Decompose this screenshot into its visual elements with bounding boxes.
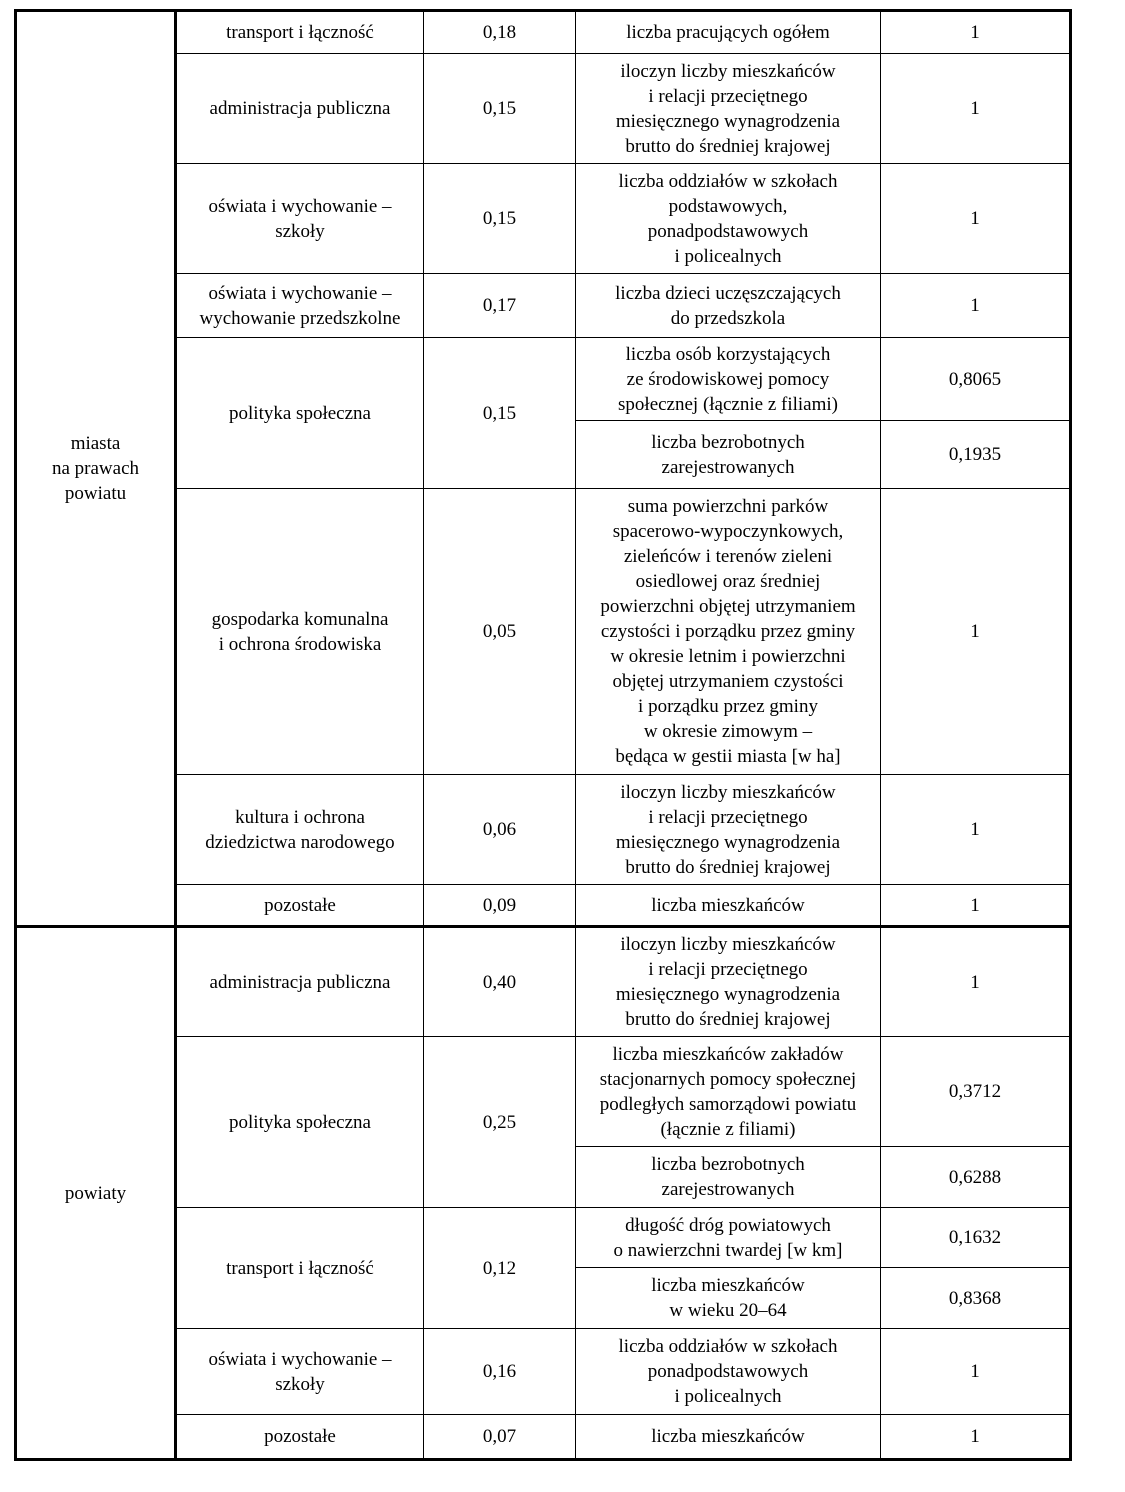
weights-table (14, 9, 1072, 1461)
value-cell: 1 (881, 885, 1071, 927)
value-cell: 1 (881, 274, 1071, 338)
area-cell: administracja publiczna (176, 927, 424, 1037)
value-cell: 1 (881, 775, 1071, 885)
value-cell: 0,8065 (881, 338, 1071, 421)
value-cell: 0,1935 (881, 421, 1071, 489)
table-row (16, 11, 1071, 54)
indicator-cell: liczba mieszkańców zakładów stacjonarnych pomocy społecznej podległych samorządowi powiatu (łącznie z filiami) (576, 1037, 881, 1147)
weight-cell: 0,17 (424, 274, 576, 338)
area-cell: transport i łączność (176, 1208, 424, 1329)
weight-cell: 0,15 (424, 164, 576, 274)
area-cell: oświata i wychowanie – wychowanie przedszkolne (176, 274, 424, 338)
weight-cell: 0,05 (424, 489, 576, 775)
weight-cell: 0,15 (424, 54, 576, 164)
value-cell: 0,3712 (881, 1037, 1071, 1147)
unit-cell: miasta na prawach powiatu (16, 11, 176, 927)
area-cell: pozostałe (176, 885, 424, 927)
weight-cell: 0,07 (424, 1415, 576, 1460)
indicator-cell: liczba mieszkańców (576, 885, 881, 927)
weight-cell: 0,18 (424, 11, 576, 54)
indicator-cell: liczba dzieci uczęszczających do przedszkola (576, 274, 881, 338)
indicator-cell: długość dróg powiatowych o nawierzchni twardej [w km] (576, 1208, 881, 1268)
value-cell: 1 (881, 54, 1071, 164)
table-row (16, 927, 1071, 1037)
area-cell: oświata i wychowanie – szkoły (176, 164, 424, 274)
indicator-cell: liczba oddziałów w szkołach ponadpodstawowych i policealnych (576, 1329, 881, 1415)
weight-cell: 0,09 (424, 885, 576, 927)
value-cell: 0,6288 (881, 1147, 1071, 1208)
value-cell: 1 (881, 1329, 1071, 1415)
indicator-cell: suma powierzchni parków spacerowo-wypoczynkowych, zieleńców i terenów zieleni osiedlowej oraz średniej powierzchni objętej utrzymaniem czystości i porządku przez gminy w okresie letnim i powierzchni objętej utrzymaniem czystości i porządku przez gminy w okresie zimowym – będąca w gestii miasta [w ha] (576, 489, 881, 775)
weight-cell: 0,06 (424, 775, 576, 885)
area-cell: pozostałe (176, 1415, 424, 1460)
indicator-cell: iloczyn liczby mieszkańców i relacji przeciętnego miesięcznego wynagrodzenia brutto do średniej krajowej (576, 927, 881, 1037)
indicator-cell: liczba pracujących ogółem (576, 11, 881, 54)
value-cell: 0,1632 (881, 1208, 1071, 1268)
area-cell: polityka społeczna (176, 338, 424, 489)
indicator-cell: liczba bezrobotnych zarejestrowanych (576, 1147, 881, 1208)
indicator-cell: liczba oddziałów w szkołach podstawowych, ponadpodstawowych i policealnych (576, 164, 881, 274)
indicator-cell: liczba osób korzystających ze środowiskowej pomocy społecznej (łącznie z filiami) (576, 338, 881, 421)
indicator-cell: iloczyn liczby mieszkańców i relacji przeciętnego miesięcznego wynagrodzenia brutto do średniej krajowej (576, 54, 881, 164)
value-cell: 1 (881, 164, 1071, 274)
value-cell: 1 (881, 11, 1071, 54)
value-cell: 1 (881, 927, 1071, 1037)
indicator-cell: liczba bezrobotnych zarejestrowanych (576, 421, 881, 489)
weight-cell: 0,25 (424, 1037, 576, 1208)
area-cell: administracja publiczna (176, 54, 424, 164)
area-cell: oświata i wychowanie – szkoły (176, 1329, 424, 1415)
area-cell: gospodarka komunalna i ochrona środowiska (176, 489, 424, 775)
weight-cell: 0,15 (424, 338, 576, 489)
area-cell: transport i łączność (176, 11, 424, 54)
indicator-cell: iloczyn liczby mieszkańców i relacji przeciętnego miesięcznego wynagrodzenia brutto do średniej krajowej (576, 775, 881, 885)
area-cell: polityka społeczna (176, 1037, 424, 1208)
unit-cell: powiaty (16, 927, 176, 1460)
value-cell: 1 (881, 1415, 1071, 1460)
weight-cell: 0,12 (424, 1208, 576, 1329)
indicator-cell: liczba mieszkańców (576, 1415, 881, 1460)
weight-cell: 0,16 (424, 1329, 576, 1415)
weight-cell: 0,40 (424, 927, 576, 1037)
area-cell: kultura i ochrona dziedzictwa narodowego (176, 775, 424, 885)
indicator-cell: liczba mieszkańców w wieku 20–64 (576, 1268, 881, 1329)
value-cell: 1 (881, 489, 1071, 775)
value-cell: 0,8368 (881, 1268, 1071, 1329)
